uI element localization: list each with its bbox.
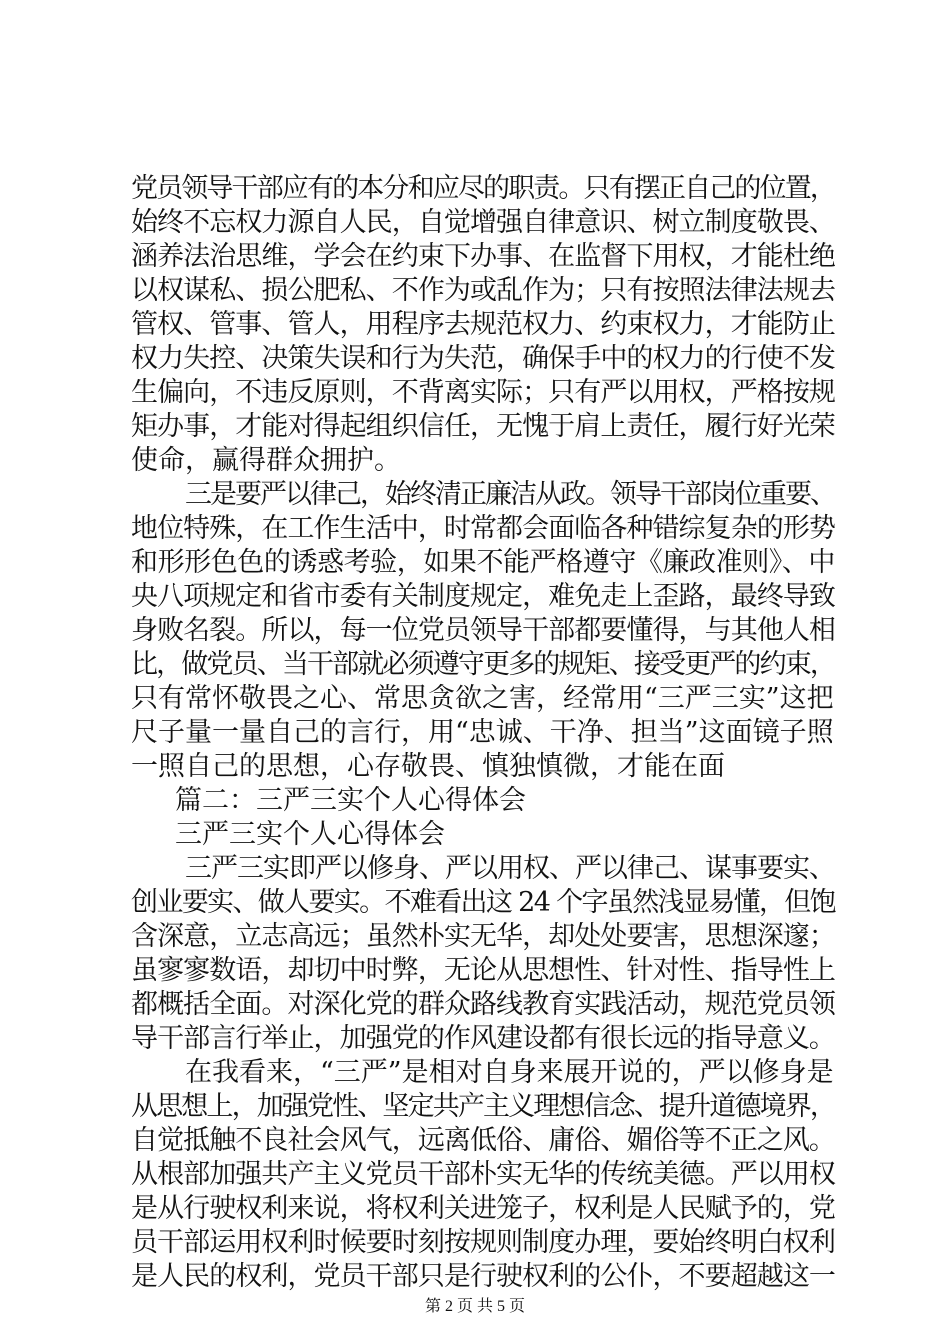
paragraph-start-line: 三是要严以律己，始终清正廉洁从政。领导干部岗位重要、 bbox=[185, 479, 835, 510]
text-line: 导干部言行举止，加强党的作风建设都有很长远的指导意义。 bbox=[131, 1023, 835, 1054]
paragraph-start-line: 三严三实即严以修身、严以用权、严以律己、谋事要实、 bbox=[185, 853, 835, 884]
text-line: 从根部加强共产主义党员干部朴实无华的传统美德。严以用权 bbox=[131, 1159, 835, 1190]
text-line: 权力失控、决策失误和行为失范，确保手中的权力的行使不发 bbox=[131, 343, 835, 374]
text-line: 矩办事，才能对得起组织信任，无愧于肩上责任，履行好光荣 bbox=[131, 411, 835, 442]
text-line: 央八项规定和省市委有关制度规定，难免走上歪路，最终导致 bbox=[131, 581, 835, 612]
section-heading: 篇二：三严三实个人心得体会 bbox=[175, 785, 526, 816]
text-line: 是人民的权利，党员干部只是行驶权利的公仆，不要超越这一 bbox=[131, 1261, 835, 1292]
text-line: 是从行驶权利来说，将权利关进笼子，权利是人民赋予的，党 bbox=[131, 1193, 835, 1224]
text-line: 地位特殊，在工作生活中，时常都会面临各种错综复杂的形势 bbox=[131, 513, 835, 544]
text-line: 涵养法治思维，学会在约束下办事、在监督下用权，才能杜绝 bbox=[131, 241, 835, 272]
text-line: 虽寥寥数语，却切中时弊，无论从思想性、针对性、指导性上 bbox=[131, 955, 835, 986]
text-line: 比，做党员、当干部就必须遵守更多的规矩、接受更严的约束， bbox=[131, 649, 835, 680]
text-line: 使命，赢得群众拥护。 bbox=[131, 445, 401, 476]
text-line: 从思想上，加强党性、坚定共产主义理想信念、提升道德境界， bbox=[131, 1091, 835, 1122]
text-line: 党员领导干部应有的本分和应尽的职责。只有摆正自己的位置， bbox=[131, 173, 835, 204]
section-subheading: 三严三实个人心得体会 bbox=[175, 819, 445, 850]
text-line: 自觉抵触不良社会风气，远离低俗、庸俗、媚俗等不正之风。 bbox=[131, 1125, 835, 1156]
text-line: 尺子量一量自己的言行，用“忠诚、干净、担当”这面镜子照 bbox=[131, 717, 834, 748]
document-body bbox=[131, 172, 835, 1294]
text-line: 管权、管事、管人，用程序去规范权力、约束权力，才能防止 bbox=[131, 309, 835, 340]
text-line: 和形形色色的诱惑考验，如果不能严格遵守《廉政准则》、中 bbox=[131, 547, 835, 578]
text-line: 生偏向，不违反原则，不背离实际；只有严以用权，严格按规 bbox=[131, 377, 835, 408]
text-line: 员干部运用权利时候要时刻按规则制度办理，要始终明白权利 bbox=[131, 1227, 835, 1258]
paragraph-start-line: 在我看来，“三严”是相对自身来展开说的，严以修身是 bbox=[185, 1057, 834, 1088]
text-line: 始终不忘权力源自人民，自觉增强自律意识、树立制度敬畏、 bbox=[131, 207, 835, 238]
text-line: 一照自己的思想，心存敬畏、慎独慎微，才能在面 bbox=[131, 751, 725, 782]
page-number-footer: 第 2 页 共 5 页 bbox=[424, 1298, 525, 1315]
text-line: 只有常怀敬畏之心、常思贪欲之害，经常用“三严三实”这把 bbox=[131, 683, 834, 714]
text-line: 含深意，立志高远；虽然朴实无华，却处处要害，思想深邃； bbox=[131, 921, 835, 952]
text-line: 以权谋私、损公肥私、不作为或乱作为；只有按照法律法规去 bbox=[131, 275, 835, 306]
text-line: 身败名裂。所以，每一位党员领导干部都要懂得，与其他人相 bbox=[131, 615, 835, 646]
text-line: 都概括全面。对深化党的群众路线教育实践活动，规范党员领 bbox=[131, 989, 835, 1020]
text-line: 创业要实、做人要实。不难看出这 24 个字虽然浅显易懂，但饱 bbox=[131, 887, 835, 918]
